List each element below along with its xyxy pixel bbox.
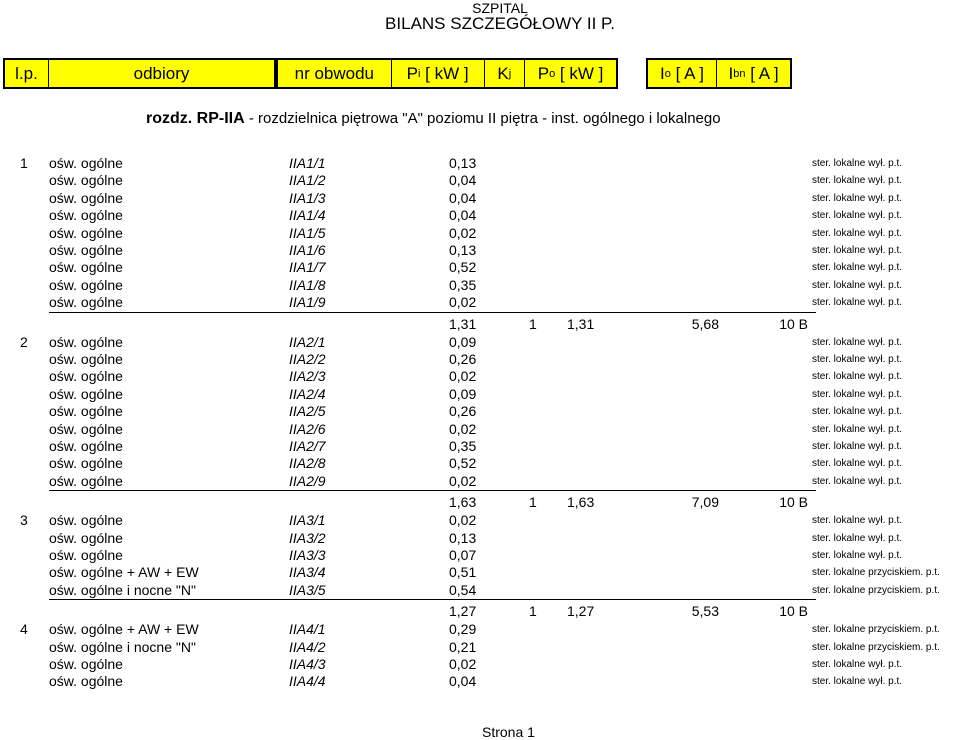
table-row — [0, 639, 960, 657]
sterowanie-cell: ster. lokalne wył. p.t. — [812, 515, 903, 527]
nr-obwodu-cell: IIA3/2 — [289, 529, 326, 546]
odbior-cell: ośw. ogólne — [49, 656, 123, 672]
table-row — [0, 334, 960, 352]
nr-obwodu-cell: IIA4/2 — [289, 638, 326, 655]
odbior-cell: ośw. ogólne — [49, 242, 123, 258]
sum-pi: 1,31 — [449, 315, 477, 332]
sterowanie-cell: ster. lokalne wył. p.t. — [812, 532, 903, 544]
nr-obwodu-cell: IIA4/3 — [289, 656, 326, 672]
nr-obwodu-cell: IIA2/9 — [289, 472, 326, 489]
sterowanie-cell: ster. lokalne wył. p.t. — [812, 279, 903, 291]
sterowanie-cell: ster. lokalne wył. p.t. — [812, 175, 903, 187]
nr-obwodu-cell: IIA1/8 — [289, 276, 326, 293]
odbior-cell: ośw. ogólne — [49, 420, 123, 437]
group-sum-row — [0, 494, 960, 512]
odbior-cell: ośw. ogólne — [49, 673, 123, 690]
odbior-cell: ośw. ogólne + AW + EW — [49, 621, 199, 638]
group-separator-line — [49, 490, 816, 491]
nr-obwodu-cell: IIA1/9 — [289, 294, 326, 311]
odbior-cell: ośw. ogólne + AW + EW — [49, 564, 199, 581]
nr-obwodu-cell: IIA2/6 — [289, 420, 326, 437]
odbior-cell: ośw. ogólne — [49, 189, 123, 206]
table-row — [0, 259, 960, 277]
table-row — [0, 547, 960, 565]
odbior-cell: ośw. ogólne — [49, 472, 123, 489]
pi-cell: 0,13 — [449, 155, 477, 171]
pi-cell: 0,02 — [449, 656, 477, 672]
group-sum-row — [0, 603, 960, 621]
odbior-cell: ośw. ogólne — [49, 333, 123, 350]
odbior-cell: ośw. ogólne — [49, 368, 123, 385]
sterowanie-cell: ster. lokalne wył. p.t. — [812, 192, 903, 204]
header-nr-obwodu: nr obwodu — [278, 60, 392, 87]
pi-cell: 0,04 — [449, 673, 477, 690]
header-group-left — [3, 58, 276, 89]
table-row — [0, 172, 960, 190]
odbior-cell: ośw. ogólne — [49, 547, 123, 563]
sterowanie-cell: ster. lokalne wył. p.t. — [812, 336, 903, 348]
sterowanie-cell: ster. lokalne przyciskiem. p.t. — [812, 584, 940, 596]
table-row — [0, 155, 960, 173]
nr-obwodu-cell: IIA2/5 — [289, 403, 326, 420]
sum-io: 5,53 — [691, 603, 719, 620]
table-row — [0, 386, 960, 404]
nr-obwodu-cell: IIA1/7 — [289, 259, 326, 276]
sum-po: 1,63 — [567, 494, 595, 511]
group-number: 3 — [20, 512, 28, 529]
sterowanie-cell: ster. lokalne wył. p.t. — [812, 441, 903, 452]
sterowanie-cell: ster. lokalne wył. p.t. — [812, 262, 903, 274]
sterowanie-cell: ster. lokalne wył. p.t. — [812, 227, 903, 239]
group-sum-row — [0, 316, 960, 334]
odbior-cell: ośw. ogólne — [49, 294, 123, 311]
nr-obwodu-cell: IIA3/5 — [289, 581, 326, 598]
pi-cell: 0,09 — [449, 333, 477, 350]
table-row — [0, 455, 960, 473]
header-group-middle — [276, 58, 618, 89]
header-ibn: I bn [ A ] — [728, 63, 779, 83]
pi-cell: 0,35 — [449, 276, 477, 293]
table-row — [0, 582, 960, 600]
pi-cell: 0,02 — [449, 472, 477, 489]
pi-cell: 0,51 — [449, 564, 477, 581]
pi-cell: 0,52 — [449, 259, 477, 276]
nr-obwodu-cell: IIA3/3 — [289, 547, 326, 563]
nr-obwodu-cell: IIA2/2 — [289, 351, 326, 367]
sterowanie-cell: ster. lokalne wył. p.t. — [812, 423, 903, 435]
odbior-cell: ośw. ogólne i nocne "N" — [49, 581, 196, 598]
pi-cell: 0,02 — [449, 294, 477, 311]
table-row — [0, 190, 960, 208]
sterowanie-cell: ster. lokalne wył. p.t. — [812, 297, 903, 309]
sterowanie-cell: ster. lokalne przyciskiem. p.t. — [812, 641, 940, 653]
section-title-rest: - rozdzielnica piętrowa "A" poziomu II piętra - inst. ogólnego i lokalnego — [244, 110, 721, 127]
table-row — [0, 564, 960, 582]
sum-pi: 1,27 — [449, 603, 477, 620]
pi-cell: 0,21 — [449, 638, 477, 655]
pi-cell: 0,02 — [449, 420, 477, 437]
table-row — [0, 473, 960, 491]
odbior-cell: ośw. ogólne — [49, 224, 123, 241]
nr-obwodu-cell: IIA2/7 — [289, 438, 326, 454]
pi-cell: 0,04 — [449, 189, 477, 206]
sum-ibn: 10 B — [779, 315, 808, 332]
table-row — [0, 242, 960, 260]
group-separator-line — [49, 312, 816, 313]
section-title — [146, 110, 721, 128]
group-number: 2 — [20, 333, 28, 350]
pi-cell: 0,52 — [449, 455, 477, 472]
pi-cell: 0,02 — [449, 512, 477, 529]
odbior-cell: ośw. ogólne — [49, 403, 123, 420]
table-row — [0, 656, 960, 674]
sum-kj: 1 — [529, 494, 537, 511]
sterowanie-cell: ster. lokalne wył. p.t. — [812, 388, 903, 400]
odbior-cell: ośw. ogólne i nocne "N" — [49, 638, 196, 655]
sterowanie-cell: ster. lokalne wył. p.t. — [812, 458, 903, 470]
odbior-cell: ośw. ogólne — [49, 207, 123, 224]
header-group-right — [646, 58, 792, 89]
table-row — [0, 368, 960, 386]
header-lp: l.p. — [5, 60, 49, 87]
sum-po: 1,31 — [567, 315, 595, 332]
table-row — [0, 530, 960, 548]
nr-obwodu-cell: IIA2/8 — [289, 455, 326, 472]
nr-obwodu-cell: IIA3/4 — [289, 564, 326, 581]
nr-obwodu-cell: IIA3/1 — [289, 512, 326, 529]
nr-obwodu-cell: IIA2/4 — [289, 385, 326, 402]
odbior-cell: ośw. ogólne — [49, 351, 123, 367]
header-io: I o [ A ] — [648, 60, 717, 87]
sterowanie-cell: ster. lokalne przyciskiem. p.t. — [812, 624, 940, 636]
sterowanie-cell: ster. lokalne wył. p.t. — [812, 354, 903, 365]
nr-obwodu-cell: IIA1/6 — [289, 242, 326, 258]
pi-cell: 0,02 — [449, 224, 477, 241]
nr-obwodu-cell: IIA4/1 — [289, 621, 326, 638]
section-title-bold: rozdz. RP-IIA — [146, 110, 245, 127]
sterowanie-cell: ster. lokalne wył. p.t. — [812, 158, 903, 169]
pi-cell: 0,04 — [449, 172, 477, 189]
nr-obwodu-cell: IIA4/4 — [289, 673, 326, 690]
group-number: 1 — [20, 155, 28, 171]
odbior-cell: ośw. ogólne — [49, 512, 123, 529]
sum-kj: 1 — [529, 603, 537, 620]
pi-cell: 0,26 — [449, 403, 477, 420]
sterowanie-cell: ster. lokalne wył. p.t. — [812, 245, 903, 256]
nr-obwodu-cell: IIA1/5 — [289, 224, 326, 241]
nr-obwodu-cell: IIA1/3 — [289, 189, 326, 206]
sum-ibn: 10 B — [779, 494, 808, 511]
pi-cell: 0,26 — [449, 351, 477, 367]
pi-cell: 0,29 — [449, 621, 477, 638]
odbior-cell: ośw. ogólne — [49, 276, 123, 293]
sum-ibn: 10 B — [779, 603, 808, 620]
odbior-cell: ośw. ogólne — [49, 172, 123, 189]
page-footer: Strona 1 — [482, 724, 535, 740]
pi-cell: 0,02 — [449, 368, 477, 385]
sum-io: 5,68 — [691, 315, 719, 332]
odbior-cell: ośw. ogólne — [49, 385, 123, 402]
pi-cell: 0,13 — [449, 242, 477, 258]
table-row — [0, 225, 960, 243]
odbior-cell: ośw. ogólne — [49, 155, 123, 171]
group-number: 4 — [20, 621, 28, 638]
sterowanie-cell: ster. lokalne wył. p.t. — [812, 371, 903, 383]
sum-kj: 1 — [529, 315, 537, 332]
sum-po: 1,27 — [567, 603, 595, 620]
pi-cell: 0,13 — [449, 529, 477, 546]
pi-cell: 0,09 — [449, 385, 477, 402]
table-row — [0, 403, 960, 421]
table-row — [0, 294, 960, 312]
odbior-cell: ośw. ogólne — [49, 529, 123, 546]
table-row — [0, 673, 960, 691]
odbior-cell: ośw. ogólne — [49, 438, 123, 454]
sterowanie-cell: ster. lokalne wył. p.t. — [812, 406, 903, 418]
table-row — [0, 621, 960, 639]
header-kj: K j — [485, 60, 526, 87]
table-row — [0, 351, 960, 369]
header-po: P o [ kW ] — [537, 63, 604, 83]
sterowanie-cell: ster. lokalne wył. p.t. — [812, 676, 903, 688]
pi-cell: 0,35 — [449, 438, 477, 454]
table-row — [0, 207, 960, 225]
sum-pi: 1,63 — [449, 494, 477, 511]
pi-cell: 0,07 — [449, 547, 477, 563]
table-row — [0, 438, 960, 456]
group-separator-line — [49, 599, 816, 600]
nr-obwodu-cell: IIA1/4 — [289, 207, 326, 224]
sterowanie-cell: ster. lokalne przyciskiem. p.t. — [812, 567, 940, 579]
nr-obwodu-cell: IIA2/3 — [289, 368, 326, 385]
pi-cell: 0,04 — [449, 207, 477, 224]
header-odbiory: odbiory — [133, 63, 190, 83]
sterowanie-cell: ster. lokalne wył. p.t. — [812, 475, 903, 487]
table-row — [0, 421, 960, 439]
sterowanie-cell: ster. lokalne wył. p.t. — [812, 550, 903, 561]
odbior-cell: ośw. ogólne — [49, 455, 123, 472]
table-row — [0, 512, 960, 530]
pi-cell: 0,54 — [449, 581, 477, 598]
sterowanie-cell: ster. lokalne wył. p.t. — [812, 210, 903, 222]
doc-title-1: SZPITAL — [472, 0, 528, 16]
doc-title-2: BILANS SZCZEGÓŁOWY II P. — [385, 14, 615, 33]
sterowanie-cell: ster. lokalne wył. p.t. — [812, 659, 903, 670]
nr-obwodu-cell: IIA1/2 — [289, 172, 326, 189]
header-pi: P i [ kW ] — [392, 60, 485, 87]
nr-obwodu-cell: IIA1/1 — [289, 155, 326, 171]
table-row — [0, 277, 960, 295]
sum-io: 7,09 — [691, 494, 719, 511]
odbior-cell: ośw. ogólne — [49, 259, 123, 276]
nr-obwodu-cell: IIA2/1 — [289, 333, 326, 350]
